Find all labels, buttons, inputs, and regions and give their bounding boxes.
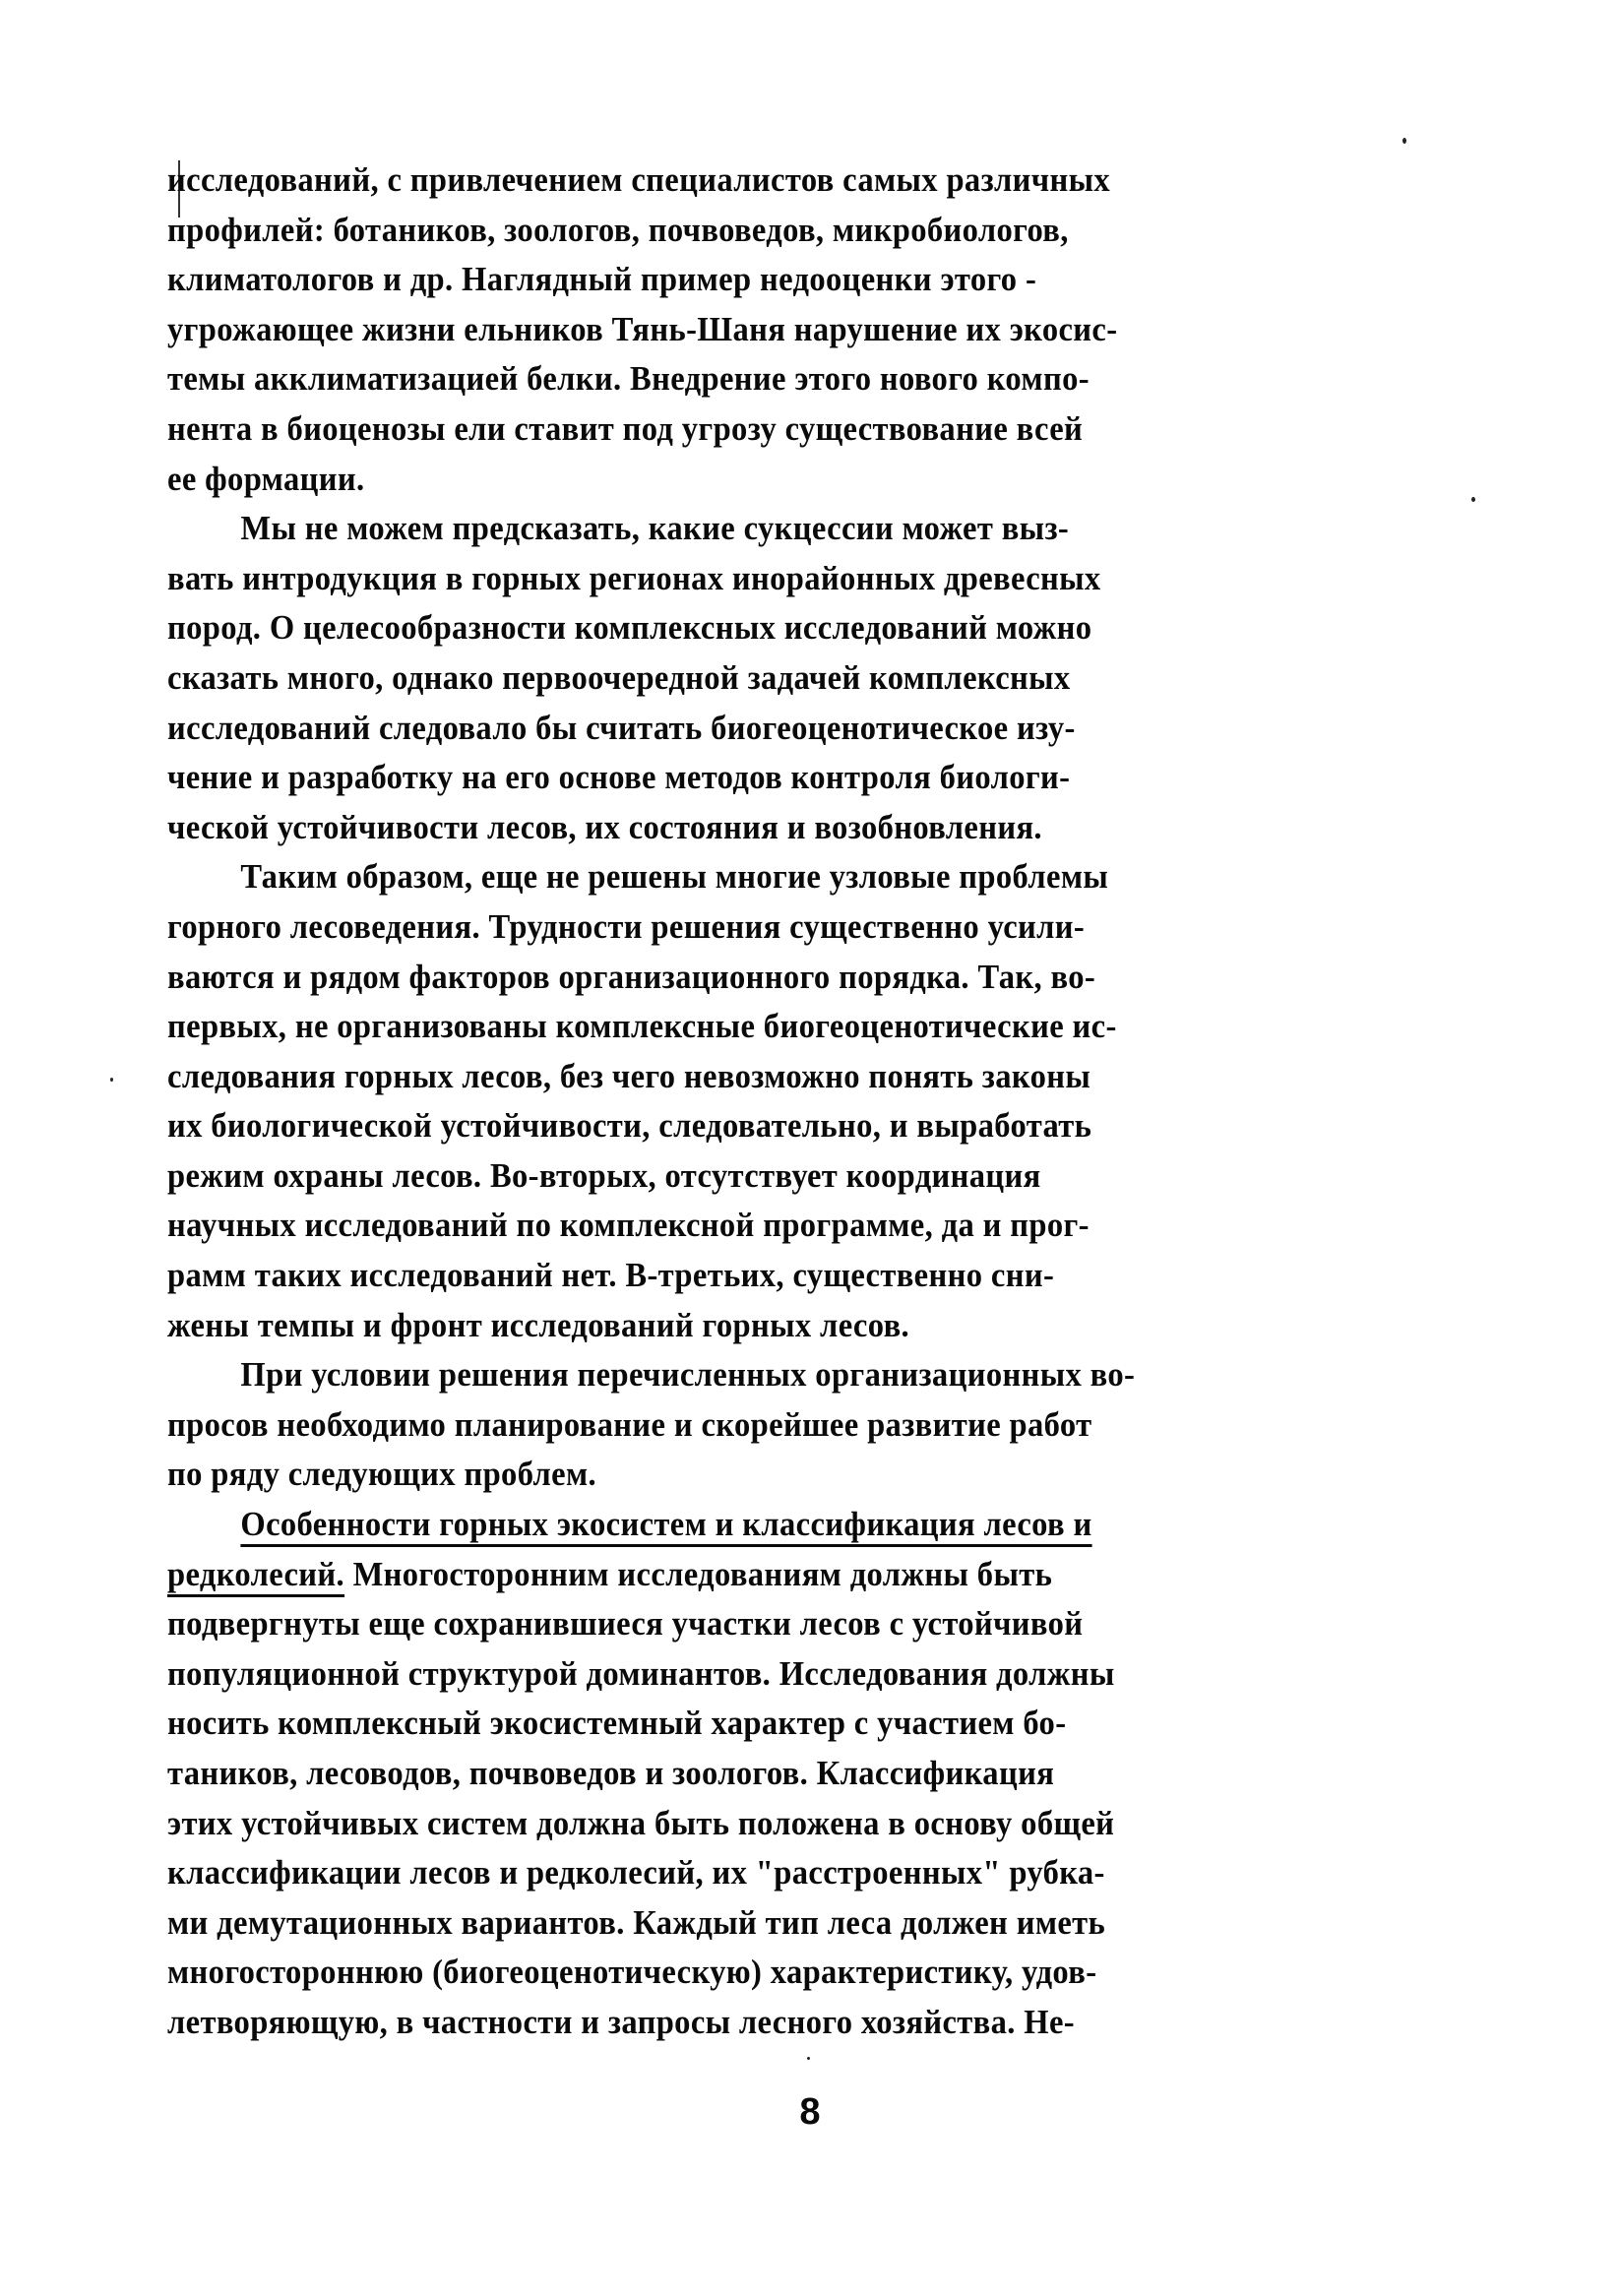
text-line: жены темпы и фронт исследований горных лесов. [167, 1305, 910, 1344]
text-line: популяционной структурой доминантов. Исследования должны [167, 1653, 1115, 1693]
text-line: горного лесоведения. Трудности решения существенно усили- [167, 906, 1086, 946]
text-line: их биологической устойчивости, следовательно, и выработать [167, 1106, 1092, 1146]
paragraph-1 [167, 155, 1486, 504]
text-line: первых, не организованы комплексные биогеоценотические ис- [167, 1007, 1117, 1046]
text-line: этих устойчивых систем должна быть положена в основу общей [167, 1803, 1115, 1842]
text-line: ческой устойчивости лесов, их состояния и возобновления. [167, 807, 1042, 846]
scan-speck [110, 1078, 113, 1082]
text-line: Таким образом, еще не решены многие узловые проблемы [240, 857, 1109, 897]
text-line: сказать много, однако первоочередной задачей комплексных [167, 657, 1071, 697]
text-line: носить комплексный экосистемный характер с участием бо- [167, 1704, 1067, 1743]
paragraph-2 [167, 504, 1486, 852]
text-line: летворяющую, в частности и запросы лесного хозяйства. Не- [167, 2002, 1076, 2041]
text-line [167, 1500, 1394, 1550]
text-fragment: Многосторонним исследованиям должны быть [344, 1554, 1053, 1593]
text-line: просов необходимо планирование и скорейшее развитие работ [167, 1404, 1092, 1444]
text-line: по ряду следующих проблем. [167, 1455, 597, 1494]
text-line: подвергнуты еще сохранившиеся участки лесов с устойчивой [167, 1604, 1084, 1644]
text-line: классификации лесов и редколесий, их "расстроенных" рубка- [167, 1853, 1105, 1893]
text-line: пород. О целесообразности комплексных исследований можно [167, 608, 1092, 648]
text-line: При условии решения перечисленных организационных во- [240, 1355, 1136, 1395]
section-heading-continued: редколесий. [167, 1554, 345, 1593]
paragraph-3 [167, 852, 1486, 1350]
text-line: многостороннюю (биогеоценотическую) характеристику, удов- [167, 1953, 1097, 1992]
text-line: Мы не можем предсказать, какие сукцессии может выз- [240, 509, 1070, 548]
text-line: следования горных лесов, без чего невозможно понять законы [167, 1056, 1091, 1095]
text-line: темы акклиматизацией белки. Внедрение этого нового компо- [167, 359, 1090, 399]
body-text [167, 155, 1486, 2048]
scan-speck [807, 2057, 810, 2060]
text-line: исследований, с привлечением специалистов самых различных [167, 160, 1111, 199]
text-line: ми демутационных вариантов. Каждый тип леса должен иметь [167, 1902, 1106, 1942]
text-line: угрожающее жизни ельников Тянь-Шаня нарушение их экосис- [167, 309, 1118, 348]
scan-speck [1471, 497, 1475, 502]
scan-speck [1402, 138, 1406, 144]
text-line: ваются и рядом факторов организационного порядка. Так, во- [167, 957, 1096, 996]
text-line: профилей: ботаников, зоологов, почвоведов, микробиологов, [167, 210, 1069, 249]
text-line: вать интродукция в горных регионах инорайонных древесных [167, 558, 1101, 597]
section-heading: Особенности горных экосистем и классификация лесов и [240, 1505, 1092, 1544]
page-number: 8 [799, 2091, 821, 2133]
text-line: научных исследований по комплексной программе, да и прог- [167, 1206, 1090, 1245]
text-line: рамм таких исследований нет. В-третьих, существенно сни- [167, 1256, 1055, 1295]
text-line: таников, лесоводов, почвоведов и зоологов. Классификация [167, 1754, 1055, 1792]
text-line: ее формации. [167, 459, 365, 498]
text-line: нента в биоценозы ели ставит под угрозу существование всей [167, 408, 1084, 448]
text-line: исследований следовало бы считать биогеоценотическое изу- [167, 708, 1076, 747]
paragraph-5 [167, 1500, 1486, 2048]
text-line: режим охраны лесов. Во-вторых, отсутствует координация [167, 1155, 1041, 1195]
text-line [167, 1550, 1394, 1600]
text-line: климатологов и др. Наглядный пример недооценки этого - [167, 260, 1037, 299]
paragraph-4 [167, 1350, 1486, 1500]
text-line: чение и разработку на его основе методов контроля биологи- [167, 758, 1071, 797]
